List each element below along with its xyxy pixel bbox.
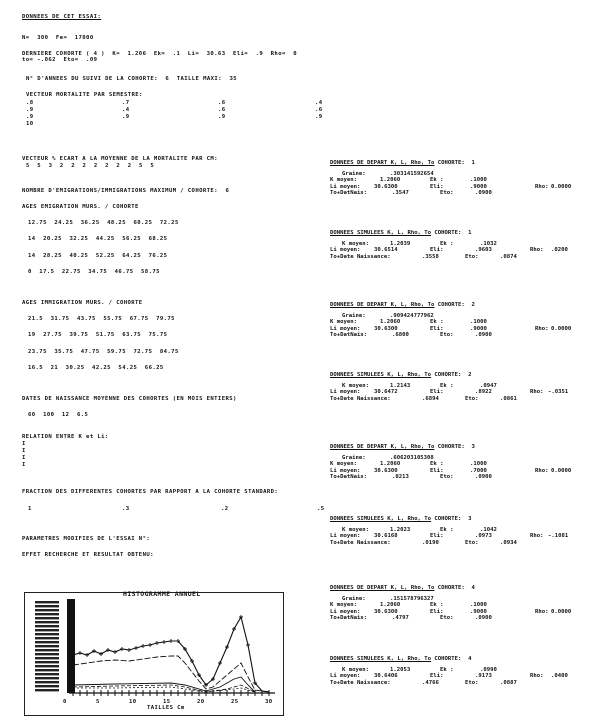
eto-value: .0900 — [475, 332, 492, 339]
eli-label: Eli: — [430, 247, 444, 254]
graine-label: Graine: — [342, 455, 366, 461]
li-value: 30.6300 — [374, 467, 398, 474]
eto-label: Eto: — [440, 474, 454, 481]
fraction-value: 1 — [28, 506, 32, 512]
to-label: To+DatNais: — [330, 474, 368, 481]
mortality-cell: .9 — [315, 114, 323, 120]
to-label: To+Date Naissance: — [330, 539, 391, 546]
relation-mark: I — [22, 448, 26, 454]
k-label: K moyen: — [330, 319, 357, 326]
to-value: .4766 — [422, 679, 439, 686]
box-title: DONNEES DE DEPART K, L, Rho, To — [330, 585, 435, 591]
eto-label: Eto: — [465, 253, 479, 260]
eli-value: .9603 — [475, 247, 492, 254]
eto-value: .0900 — [475, 615, 492, 622]
li-label: Li moyen: — [330, 389, 361, 396]
ek-label: Ek : — [430, 177, 444, 184]
migrations-line: NOMBRE D'EMIGRATIONS/IMMIGRATIONS MAXIMUM / COHORTE: 6 — [22, 188, 230, 194]
rho-label: Rho: — [535, 467, 549, 474]
k-value: 1.2060 — [380, 461, 401, 468]
fraction-value: .3 — [122, 506, 130, 512]
k-label: K moyen: — [342, 383, 369, 389]
simul-box-cohort-1 — [330, 230, 595, 260]
mortality-cell: .9 — [26, 107, 34, 113]
li-value: 30.6300 — [374, 608, 398, 615]
cohort-number: 3 — [471, 444, 475, 450]
cohort-label: COHORTE: — [437, 160, 465, 166]
emigration-row: 14 20.25 32.25 44.25 56.25 68.25 — [28, 236, 168, 242]
simul-box-cohort-4 — [330, 656, 595, 686]
rho-value: 0.0000 — [551, 467, 572, 474]
cohort-label: COHORTE: — [434, 372, 462, 378]
mortality-cell: .6 — [315, 107, 323, 113]
li-label: Li moyen: — [330, 608, 361, 615]
relation-mark: I — [22, 455, 26, 461]
rho-label: Rho: — [530, 247, 544, 254]
to-label: To+Date Naissance: — [330, 253, 391, 260]
rho-value: -.0351 — [548, 389, 569, 396]
depart-box-cohort-2 — [330, 302, 595, 339]
x-tick: 5 — [96, 699, 100, 705]
eto-label: Eto: — [440, 615, 454, 622]
n-fe-line: N= 300 Fe= 17000 — [22, 35, 94, 41]
ek-label: Ek : — [430, 319, 444, 326]
eto-label: Eto: — [440, 190, 454, 197]
to-value: .0213 — [392, 474, 409, 481]
x-tick: 25 — [231, 699, 239, 705]
eli-label: Eli: — [430, 389, 444, 396]
box-title: DONNEES DE DEPART K, L, Rho, To — [330, 444, 435, 450]
graine-value: .303141592654 — [390, 171, 434, 177]
li-value: 30.6300 — [374, 183, 398, 190]
ek-value: .1000 — [470, 461, 487, 468]
immigration-title: AGES IMMIGRATION MURS. / COHORTE — [22, 300, 143, 306]
k-label: K moyen: — [342, 667, 369, 673]
rho-value: 0.0000 — [551, 325, 572, 332]
rho-value: -.1081 — [548, 533, 569, 540]
eli-value: .9000 — [470, 608, 487, 615]
li-label: Li moyen: — [330, 325, 361, 332]
to-label: To+Date Naissance: — [330, 679, 391, 686]
mortality-cell: .4 — [122, 107, 130, 113]
cohort-number: 4 — [468, 656, 472, 662]
ek-value: .0947 — [480, 383, 497, 389]
box-title: DONNEES DE DEPART K, L, Rho, To — [330, 160, 435, 166]
relation-title: RELATION ENTRE K et Li: — [22, 434, 109, 440]
li-label: Li moyen: — [330, 247, 361, 254]
box-title: DONNEES SIMULEES K, L, Rho, To — [330, 230, 432, 236]
li-label: Li moyen: — [330, 673, 361, 680]
cohort-label: COHORTE: — [437, 302, 465, 308]
x-tick: 30 — [265, 699, 273, 705]
li-value: 30.6472 — [374, 389, 398, 396]
histogram-chart — [24, 592, 284, 716]
mortality-cell: .6 — [218, 107, 226, 113]
eto-value: .0874 — [500, 253, 517, 260]
k-value: 1.2053 — [390, 667, 411, 673]
page-title: DONNEES DE CET ESSAI: — [22, 14, 102, 20]
k-label: K moyen: — [330, 602, 357, 609]
simul-box-cohort-3 — [330, 516, 595, 546]
ek-value: .0990 — [480, 667, 497, 673]
immigration-row: 19 27.75 39.75 51.75 63.75 75.75 — [28, 332, 168, 338]
box-title: DONNEES SIMULEES K, L, Rho, To — [330, 516, 432, 522]
k-label: K moyen: — [342, 241, 369, 247]
ek-value: .1000 — [470, 177, 487, 184]
years-followup-line: N° D'ANNEES DU SUIVI DE LA COHORTE: 6 TAILLE MAXI: 35 — [26, 76, 237, 82]
mortality-cell: .4 — [315, 100, 323, 106]
depart-box-cohort-4 — [330, 585, 595, 622]
rho-label: Rho: — [535, 608, 549, 615]
eli-value: .7000 — [470, 467, 487, 474]
mortality-cell: 10 — [26, 121, 34, 127]
immigration-row: 21.5 31.75 43.75 55.75 67.75 79.75 — [28, 316, 175, 322]
ek-value: .1000 — [470, 319, 487, 326]
ek-label: Ek : — [440, 241, 454, 247]
graine-value: .909424777962 — [390, 313, 434, 319]
k-label: K moyen: — [342, 527, 369, 533]
mortality-cell: .9 — [122, 114, 130, 120]
rho-value: .0200 — [551, 247, 568, 254]
x-axis-label: TAILLES Cm — [147, 705, 185, 711]
rho-label: Rho: — [530, 389, 544, 396]
graine-label: Graine: — [342, 171, 366, 177]
depart-box-cohort-1 — [330, 160, 595, 197]
eli-label: Eli: — [430, 467, 444, 474]
birth-dates-title: DATES DE NAISSANCE MOYENNE DES COHORTES (EN MOIS ENTIERS) — [22, 396, 237, 402]
depart-box-cohort-3 — [330, 444, 595, 481]
params-modified-line: PARAMETRES MODIFIES DE L'ESSAI N°: — [22, 536, 151, 542]
x-tick: 15 — [163, 699, 171, 705]
cohort-label: COHORTE: — [437, 444, 465, 450]
ek-label: Ek : — [440, 383, 454, 389]
emigration-row: 12.75 24.25 36.25 48.25 60.25 72.25 — [28, 220, 179, 226]
graine-value: .151578796327 — [390, 596, 434, 602]
immigration-row: 16.5 21 30.25 42.25 54.25 66.25 — [28, 365, 164, 371]
cohort-number: 2 — [471, 302, 475, 308]
fraction-value: .2 — [221, 506, 229, 512]
graine-value: .606203105308 — [390, 455, 434, 461]
eto-value: .0934 — [500, 539, 517, 546]
rho-value: .0400 — [551, 673, 568, 680]
mortality-title: VECTEUR MORTALITE PAR SEMESTRE: — [26, 92, 143, 98]
k-value: 1.2039 — [390, 241, 411, 247]
to-label: To+DatNais: — [330, 332, 368, 339]
li-value: 30.6168 — [374, 533, 398, 540]
mortality-cell: .7 — [122, 100, 130, 106]
li-label: Li moyen: — [330, 467, 361, 474]
cohort-number: 2 — [468, 372, 472, 378]
li-value: 30.6300 — [374, 325, 398, 332]
x-tick: 0 — [63, 699, 67, 705]
cohort-label: COHORTE: — [437, 585, 465, 591]
to-value: .3547 — [392, 190, 409, 197]
cohort-label: COHORTE: — [434, 230, 462, 236]
eli-value: .0973 — [475, 533, 492, 540]
rho-label: Rho: — [535, 183, 549, 190]
immigration-row: 23.75 35.75 47.75 59.75 72.75 84.75 — [28, 349, 179, 355]
box-title: DONNEES DE DEPART K, L, Rho, To — [330, 302, 435, 308]
k-value: 1.2023 — [390, 527, 411, 533]
cohort-label: COHORTE: — [434, 516, 462, 522]
cohort-number: 1 — [471, 160, 475, 166]
ek-label: Ek : — [440, 527, 454, 533]
to-label: To+DatNais: — [330, 615, 368, 622]
emigration-row: 14 28.25 40.25 52.25 64.25 76.25 — [28, 253, 168, 259]
histogram-plot — [25, 590, 283, 715]
k-value: 1.2060 — [380, 602, 401, 609]
eli-value: .9000 — [470, 183, 487, 190]
to-value: .4797 — [392, 615, 409, 622]
relation-mark: I — [22, 462, 26, 468]
li-label: Li moyen: — [330, 533, 361, 540]
to-value: .0190 — [422, 539, 439, 546]
effect-line: EFFET RECHERCHE ET RESULTAT OBTENU: — [22, 552, 154, 558]
k-value: 1.2060 — [380, 177, 401, 184]
eto-label: Eto: — [440, 332, 454, 339]
k-value: 1.2060 — [380, 319, 401, 326]
birth-dates-values: 60 100 12 6.5 — [28, 412, 89, 418]
mortality-cell: .8 — [26, 100, 34, 106]
rho-label: Rho: — [530, 533, 544, 540]
ek-value: .1042 — [480, 527, 497, 533]
box-title: DONNEES SIMULEES K, L, Rho, To — [330, 372, 432, 378]
ek-label: Ek : — [430, 461, 444, 468]
li-value: 30.6514 — [374, 247, 398, 254]
eto-label: Eto: — [465, 395, 479, 402]
k-label: K moyen: — [330, 177, 357, 184]
eto-value: .0861 — [500, 395, 517, 402]
eli-label: Eli: — [430, 183, 444, 190]
eli-value: .9000 — [470, 325, 487, 332]
cohort-number: 1 — [468, 230, 472, 236]
mortality-cell: .9 — [26, 114, 34, 120]
x-tick: 10 — [129, 699, 137, 705]
to-label: To+DatNais: — [330, 190, 368, 197]
li-label: Li moyen: — [330, 183, 361, 190]
k-value: 1.2143 — [390, 383, 411, 389]
mortality-cell: .6 — [218, 100, 226, 106]
eli-label: Eli: — [430, 673, 444, 680]
fraction-title: FRACTION DES DIFFERENTES COHORTES PAR RAPPORT A LA COHORTE STANDARD: — [22, 489, 279, 495]
last-cohort-line-2: to= -.062 Eto= .09 — [22, 57, 98, 63]
to-value: .3558 — [422, 253, 439, 260]
box-title: DONNEES SIMULEES K, L, Rho, To — [330, 656, 432, 662]
eli-value: .9173 — [475, 673, 492, 680]
eli-label: Eli: — [430, 325, 444, 332]
ek-label: Ek : — [430, 602, 444, 609]
cohort-label: COHORTE: — [434, 656, 462, 662]
graine-label: Graine: — [342, 313, 366, 319]
fraction-value: .5 — [317, 506, 325, 512]
last-cohort-line-1: DERNIERE COHORTE ( 4 ) K= 1.206 Ek= .1 Li= 30.63 Eli= .9 Rho= 0 — [22, 51, 298, 57]
cohort-number: 4 — [471, 585, 475, 591]
ek-value: .1032 — [480, 241, 497, 247]
to-value: .6800 — [392, 332, 409, 339]
histogram-title: HISTOGRAMME ANNUEL — [123, 590, 201, 598]
eto-label: Eto: — [465, 539, 479, 546]
k-label: K moyen: — [330, 461, 357, 468]
ecart-title: VECTEUR % ECART A LA MOYENNE DE LA MORTALITE PAR CM: — [22, 156, 218, 162]
rho-label: Rho: — [535, 325, 549, 332]
rho-value: 0.0000 — [551, 183, 572, 190]
eto-value: .0900 — [475, 474, 492, 481]
eli-label: Eli: — [430, 608, 444, 615]
eto-label: Eto: — [465, 679, 479, 686]
eto-value: .0900 — [475, 190, 492, 197]
ecart-values: 5 5 3 2 2 2 2 2 2 2 5 5 — [26, 163, 155, 169]
eli-value: .8922 — [475, 389, 492, 396]
cohort-number: 3 — [468, 516, 472, 522]
rho-label: Rho: — [530, 673, 544, 680]
li-value: 30.6406 — [374, 673, 398, 680]
eli-label: Eli: — [430, 533, 444, 540]
to-label: To+Date Naissance: — [330, 395, 391, 402]
emigration-row: 0 17.5 22.75 34.75 46.75 58.75 — [28, 269, 160, 275]
graine-label: Graine: — [342, 596, 366, 602]
rho-value: 0.0000 — [551, 608, 572, 615]
emigration-title: AGES EMIGRATION MURS. / COHORTE — [22, 204, 139, 210]
mortality-cell: .9 — [218, 114, 226, 120]
ek-label: Ek : — [440, 667, 454, 673]
simul-box-cohort-2 — [330, 372, 595, 402]
relation-mark: I — [22, 441, 26, 447]
x-tick: 20 — [197, 699, 205, 705]
eto-value: .0887 — [500, 679, 517, 686]
to-value: .6894 — [422, 395, 439, 402]
ek-value: .1000 — [470, 602, 487, 609]
